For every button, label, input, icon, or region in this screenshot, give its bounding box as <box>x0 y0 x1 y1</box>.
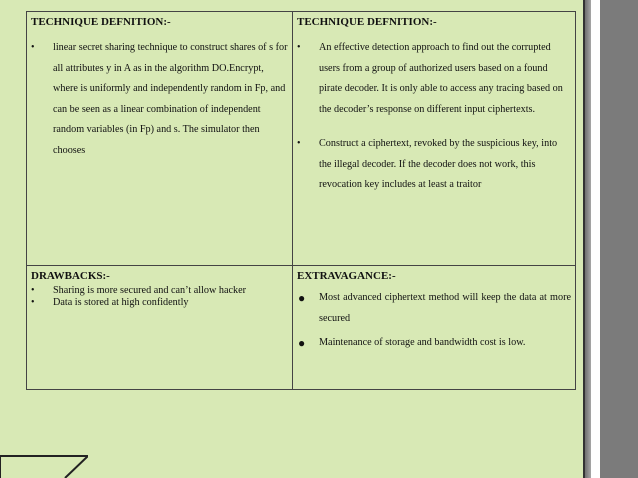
list-item: ● Most advanced ciphertext method will keep the data at more secured <box>297 288 571 329</box>
bullet-icon: • <box>31 42 35 53</box>
bullet-icon: ● <box>298 291 306 305</box>
list-item: ● Maintenance of storage and bandwidth cost is low. <box>297 333 571 354</box>
list-item: • linear secret sharing technique to construct shares of s for all attributes y in A as in the algorithm DO.Encrypt, where is uniformly and independently random in Fp, and can be seen as a linear combination of independent random variables (in Fp) and s. The simulator then chooses <box>31 38 288 161</box>
drawbacks-heading: DRAWBACKS:- <box>31 270 110 282</box>
background-gray-band <box>600 0 638 478</box>
content-table <box>26 11 576 390</box>
extravagance-list <box>297 288 571 354</box>
cell-technique-right <box>293 12 576 266</box>
page-shadow <box>585 0 591 478</box>
list-item: • Construct a ciphertext, revoked by the suspicious key, into the illegal decoder. If the decoder does not work, this revocation key includes at least a traitor <box>297 134 571 196</box>
list-item: • Data is stored at high confidently <box>31 297 189 308</box>
bullet-icon: • <box>297 138 301 149</box>
technique-list-left <box>31 38 288 161</box>
extravagance-heading: EXTRAVAGANCE:- <box>297 270 396 282</box>
bullet-icon: • <box>31 285 35 296</box>
list-item: • An effective detection approach to find out the corrupted users from a group of authorized users based on a found pirate decoder. It is only able to access any tracing based on the decoder’s response on different input ciphertexts. <box>297 38 571 120</box>
technique-heading-left: TECHNIQUE DEFNITION:- <box>31 16 171 28</box>
cell-drawbacks <box>27 266 293 390</box>
list-item: • Sharing is more secured and can’t allow hacker <box>31 285 247 296</box>
page-fold-corner <box>0 455 88 478</box>
bullet-icon: • <box>297 42 301 53</box>
drawbacks-list <box>31 285 288 309</box>
bullet-icon: ● <box>298 336 306 350</box>
bullet-icon: • <box>31 297 35 308</box>
technique-heading-right: TECHNIQUE DEFNITION:- <box>297 16 437 28</box>
technique-list-right <box>297 38 571 196</box>
cell-technique-left <box>27 12 293 266</box>
cell-extravagance <box>293 266 576 390</box>
